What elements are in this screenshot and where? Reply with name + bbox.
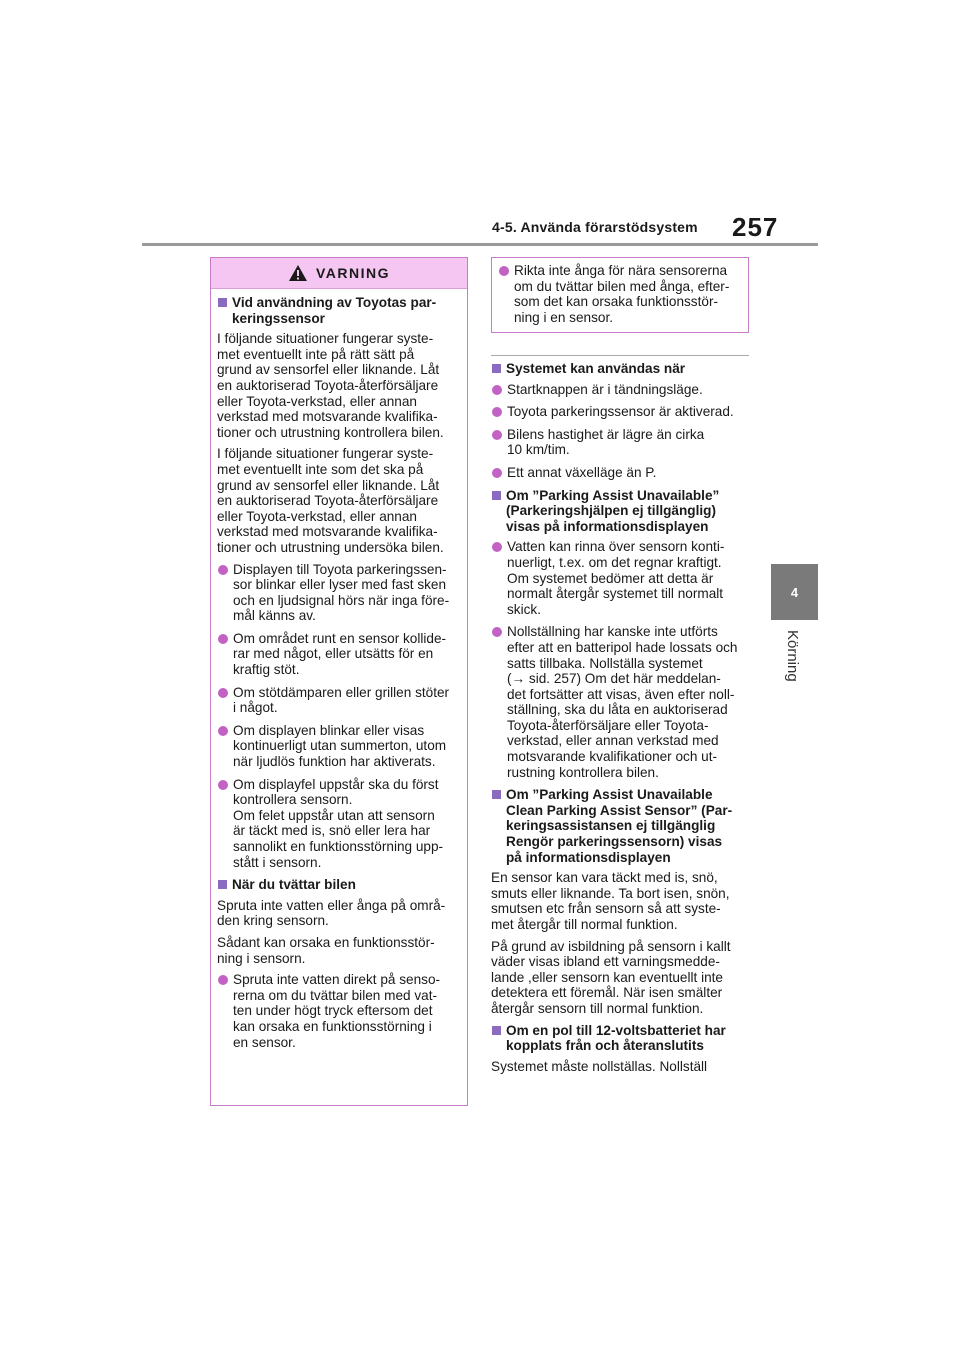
section-heading-text: Om en pol till 12-voltsbatteriet har kopplats från och återanslutits — [506, 1022, 726, 1054]
bullet-dot-icon — [492, 627, 502, 637]
warning-box — [210, 257, 468, 1106]
paragraph: Systemet måste nollställas. Nollställ — [491, 1058, 708, 1074]
bullet-dot-icon — [492, 407, 502, 417]
info-box — [491, 257, 749, 333]
section-divider — [491, 355, 749, 356]
list-item-text: Startknappen är i tändningsläge. — [507, 381, 703, 397]
bullet-dot-icon — [218, 565, 228, 575]
chapter-tab[interactable] — [771, 564, 818, 620]
section-heading — [491, 488, 751, 535]
info-bullet — [498, 263, 742, 325]
bullet-dot-icon — [499, 266, 509, 276]
paragraph: Sådant kan orsaka en funktionsstör- ning i sensorn. — [217, 934, 435, 966]
section-heading — [217, 877, 461, 893]
paragraph: På grund av isbildning på sensorn i kallt väder visas ibland ett varningsmedde- lande ,eller sensorn kan eventuellt inte detektera ett föremål. När isen smälter återgår sensorn till normal funktion. — [491, 938, 731, 1016]
warning-body — [211, 289, 467, 1050]
paragraph: I följande situationer fungerar syste- met eventuellt inte på rätt sätt på grund av sensorfel eller liknande. Låt en auktoriserad Toyota-återförsäljare eller Toyota-verkstad, eller annan verkstad med motsvarande kvalifika- tioner och utrustning kontrollera bilen. — [217, 331, 444, 440]
list-item — [491, 465, 751, 481]
section-heading-text: När du tvättar bilen — [232, 877, 356, 893]
list-item — [217, 631, 461, 678]
list-item — [217, 562, 461, 624]
section-heading-text: Om ”Parking Assist Unavailable Clean Parking Assist Sensor” (Par- keringsassistansen ej tillgänglig Rengör parkeringssensorn) visas på informationsdisplayen — [506, 787, 733, 865]
bullet-dot-icon — [218, 726, 228, 736]
paragraph: En sensor kan vara täckt med is, snö, smuts eller liknande. Ta bort isen, snön, smutsen etc från sensorn så att syste- met återgår till normal funktion. — [491, 870, 730, 932]
list-item — [217, 972, 461, 1050]
list-item-text: Vatten kan rinna över sensorn konti- nuerligt, t.ex. om det regnar kraftigt. Om systemet bedömer att detta är normalt återgår systemet till normalt skick. — [507, 539, 725, 617]
square-bullet-icon — [492, 491, 501, 500]
bullet-dot-icon — [218, 688, 228, 698]
header-rule — [142, 243, 818, 246]
bullet-dot-icon — [492, 385, 502, 395]
warning-title: VARNING — [315, 265, 391, 281]
list-item — [491, 404, 751, 420]
list-item-text: Om området runt en sensor kollide- rar med något, eller utsätts för en kraftig stöt. — [233, 630, 447, 678]
square-bullet-icon — [218, 298, 227, 307]
section-heading — [217, 295, 461, 326]
list-item — [217, 777, 461, 871]
section-heading-text: Systemet kan användas när — [506, 361, 686, 376]
list-item — [217, 685, 461, 716]
chapter-tab-number: 4 — [790, 584, 799, 600]
section-heading — [491, 787, 751, 865]
square-bullet-icon — [218, 880, 227, 889]
bullet-dot-icon — [218, 780, 228, 790]
list-item-text: Bilens hastighet är lägre än cirka 10 km/tim. — [507, 426, 705, 458]
bullet-dot-icon — [492, 430, 502, 440]
section-title: 4-5. Använda förarstödsystem — [492, 219, 698, 235]
chapter-tab-label: Körning — [784, 630, 801, 682]
bullet-dot-icon — [492, 542, 502, 552]
warning-header — [211, 258, 467, 289]
page-number: 257 — [732, 212, 779, 242]
bullet-dot-icon — [492, 468, 502, 478]
bullet-dot-icon — [218, 634, 228, 644]
section-heading-text: Om ”Parking Assist Unavailable” (Parkeringshjälpen ej tillgänglig) visas på informationsdisplayen — [506, 487, 720, 534]
section-heading-text: Vid användning av Toyotas par- keringssensor — [232, 295, 437, 326]
bullet-dot-icon — [218, 975, 228, 985]
list-item — [217, 723, 461, 770]
info-bullet-text: Rikta inte ånga för nära sensorerna om du tvättar bilen med ånga, efter- som det kan orsaka funktionsstör- ning i en sensor. — [514, 263, 730, 325]
list-item-text: Ett annat växelläge än P. — [507, 464, 657, 480]
list-item — [491, 382, 751, 398]
list-item — [491, 539, 751, 617]
square-bullet-icon — [492, 1026, 501, 1035]
warning-triangle-icon — [288, 264, 308, 282]
right-column — [491, 361, 751, 1080]
paragraph: Spruta inte vatten eller ånga på områ- den kring sensorn. — [217, 897, 446, 929]
square-bullet-icon — [492, 364, 501, 373]
list-item-text: Toyota parkeringssensor är aktiverad. — [507, 404, 734, 420]
list-item-text: Spruta inte vatten direkt på senso- rerna om du tvättar bilen med vat- ten under högt tryck eftersom det kan orsaka en funktionsstörning i en sensor. — [233, 972, 441, 1050]
square-bullet-icon — [492, 790, 501, 799]
list-item-text: Om displayen blinkar eller visas kontinuerligt utan summerton, utom när ljudlös funktion har aktiverats. — [233, 722, 447, 770]
section-heading — [491, 361, 751, 377]
list-item-text: Om stötdämparen eller grillen stöter i något. — [233, 684, 450, 716]
paragraph: I följande situationer fungerar syste- met eventuellt inte som det ska på grund av sensorfel eller liknande. Låt en auktoriserad Toyota-återförsäljare eller Toyota-verkstad, eller annan verkstad med motsvarande kvalifika- tioner och utrustning undersöka bilen. — [217, 446, 444, 555]
section-heading — [491, 1023, 751, 1054]
list-item-text: Nollställning har kanske inte utförts efter att en batteripol hade lossats och satts tillbaka. Nollställa systemet (→ sid. 257) Om det här meddelan- det fortsätter att visas, även efter noll- ställning, ska du låta en auktoriserad Toyota-återförsäljare eller Toyota- verkstad, eller annan verkstad med motsvarande kvalifikationer och ut- rustning kontrollera bilen. — [507, 624, 738, 780]
list-item-text: Displayen till Toyota parkeringssen- sor blinkar eller lyser med fast sken och en ljudsignal hörs när inga före- mål känns av. — [233, 561, 450, 624]
list-item — [491, 427, 751, 458]
list-item — [491, 624, 751, 780]
list-item-text: Om displayfel uppstår ska du först kontrollera sensorn. Om felet uppstår utan att sensorn är täckt med is, snö eller lera har sannolikt en funktionsstörning upp- stått i sensorn. — [233, 776, 444, 870]
